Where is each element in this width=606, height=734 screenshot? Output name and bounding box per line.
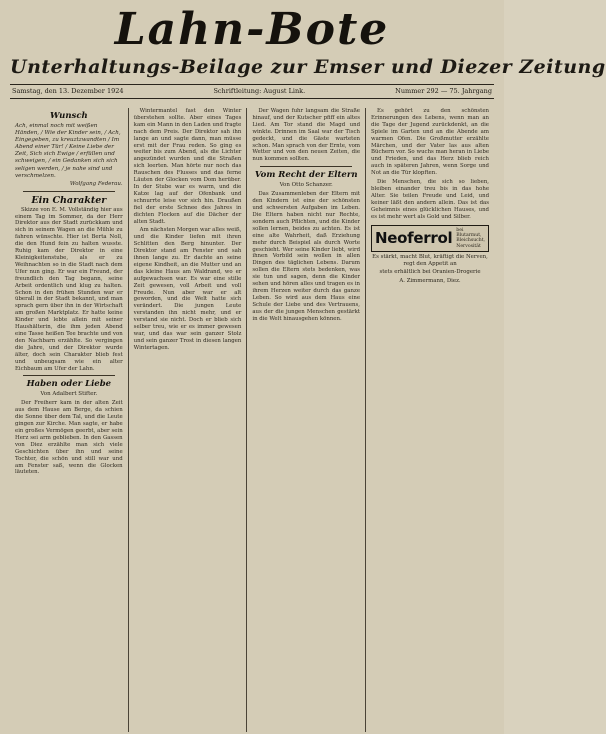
masthead-subtitle: Unterhaltungs-Beilage zur Emser und Diezer Zeitung (10, 56, 606, 78)
poem-text: Ach, einmal noch mit weißen Händen, / Wie der Kinder sein, / Ach, Eingegeben, zu kreuztzwandten / Im Abend einer Tür! / Keine Liebe der Zeit, Sich sich Ewige / erfüllen und schweigen, / ein Gedanken sich sich seligen werden, / je nahe sind und verschmelzen. (15, 123, 121, 179)
ad-line-2: stets erhältlich bei Oranien-Drogerie (379, 269, 481, 276)
column4-text-a: Es gehört zu den schönsten Erinnerungen des Lebens, wenn man an die Tage der Jugend zurückdenkt, an die Spiele im Garten und an die Abende am warmen Ofen. Die Großmutter erzählte Märchen, und der Vater las aus alten Büchern vor. So wuchs man heran in Liebe und Frieden, und das Herz blieb reich auch in späteren Jahren, wenn Sorge und Not an die Tür klopften. (371, 108, 490, 177)
story2-text: Der Freiherr kam in der alten Zeit aus dem Hause am Berge, da schien die Sonne über dem Tal, und die Leute gingen zur Kirche. Man sagte, er habe ein großes Vermögen geerbt, aber sein Herz sei arm geblieben. In den Gassen von Diez erzählte man sich viele Geschichten über ihn und seine Tochter, die schön und still war und am Fenster saß, wenn die Glocken läuteten. (15, 400, 123, 476)
editor-line: Schriftleitung: August Link. (213, 87, 306, 95)
issue-date: Samstag, den 13. Dezember 1924 (12, 87, 124, 95)
ad-brand: Neoferrol (375, 228, 453, 247)
article-columns (10, 108, 494, 732)
column-2 (129, 108, 248, 732)
story-text: Skizze von E. M. Vollständig hier aus einem Tag im Sommer, da der Herr Direktor aus der Stadt zurückkam und sich in seinem Wagen an die Mühle zu fahren wünschte. Hier ist Berta Noll, die den Hund fein zu halten wusste. Ruhig kam der Direktor in eine Kleinigkeitenstube, als er zu Weihnachten so in die Stadt nach dem Ufer nun ging. Er war ein Freund, der freundlich den Tag begann, seine Arbeit ordentlich und klug zu halten. Schon in den frühen Stunden war er überall in der Stadt bekannt, und man sprach gern über ihn in der Wirtschaft am großen Marktplatz. Er hatte keine Kinder und lebte allein mit seiner Haushälterin, die ihm jeden Abend eine Tasse heißen Tee brachte und von den Nachbarn erzählte. So vergingen die Jahre, und der Direktor wurde älter, doch sein Charakter blieb fest und unbeugsam wie ein alter Eichbaum am Ufer der Lahn. (15, 206, 123, 372)
divider (260, 166, 352, 167)
issue-number: Nummer 292 — 75. Jahrgang (395, 87, 492, 95)
column-1 (10, 108, 129, 732)
article-title: Vom Recht der Eltern (254, 170, 358, 181)
column2-text-a: Wintermantel fast den Winter überstehen sollte. Aber eines Tages kam ein Mann in den Laden und fragte nach dem Preis. Der Direktor sah ihn lange an und sagte dann, man müsse erst mit der Frau reden. So ging es weiter bis zum Abend, als die Lichter angezündet wurden und die Straßen sich leerten. Man hörte nur noch das Rauschen des Flusses und das ferne Läuten der Glocken vom Dom herüber. In der Stube war es warm, und die Katze lag auf der Ofenbank und schnurrte leise vor sich hin. Draußen fiel der erste Schnee des Jahres in dichten Flocken auf die Dächer der alten Stadt. (133, 108, 242, 225)
column3-text-a: Der Wagen fuhr langsam die Straße hinauf, und der Kutscher pfiff ein altes Lied. Am Tor stand die Magd und winkte. Drinnen im Saal war der Tisch gedeckt, und die Gäste warteten schon. Man sprach von der Ernte, vom Wetter und von den neuen Zeiten, die nun kommen sollten. (252, 108, 361, 163)
poem-title: Wunsch (49, 111, 88, 121)
divider (23, 375, 115, 376)
ad-line-3: A. Zimmermann, Diez. (399, 277, 461, 284)
story-title: Ein Charakter (31, 194, 107, 206)
column4-text-b: Die Menschen, die sich so lieben, bleiben einander treu bis in das hohe Alter. Sie teilen Freude und Leid, und keiner läßt den andern allein. Das ist das Geheimnis eines glücklichen Hauses, und es ist mehr wert als Gold und Silber. (371, 179, 490, 220)
story2-title: Haben oder Liebe (26, 379, 112, 390)
article-text: Das Zusammenleben der Eltern mit den Kindern ist eine der schönsten und schwersten Aufgaben im Leben. Die Eltern haben nicht nur Rechte, sondern auch Pflichten, und die Kinder sollen lernen, beides zu achten. Es ist eine alte Wahrheit, daß Erziehung mehr durch Beispiel als durch Worte geschieht. Wer seine Kinder liebt, wird ihnen Vorbild sein wollen in allen Dingen des täglichen Lebens. Darum sollen die Eltern stets bedenken, was sie tun und sagen, denn die Kinder sehen und hören alles und tragen es in ihrem Herzen weiter durch das ganze Leben. So wird aus dem Haus eine Schule der Liebe und des Vertrauens, aus der die jungen Menschen gestärkt in die Welt hinausgehen können. (252, 191, 361, 322)
column-3 (247, 108, 366, 732)
column-4 (366, 108, 494, 732)
ad-side-text: bei Blutarmut, Bleichsucht, Nervosität (456, 227, 486, 249)
masthead-title: Lahn-Bote (114, 4, 390, 55)
ad-line-1: Es stärkt, macht Blut, kräftigt die Nerven, regt den Appetit an (372, 254, 488, 267)
divider (23, 191, 115, 192)
story2-author: Von Adalbert Stifter. (40, 391, 98, 398)
column2-text-b: Am nächsten Morgen war alles weiß, und die Kinder liefen mit ihren Schlitten den Berg hinunter. Der Direktor stand am Fenster und sah ihnen lange zu. Er dachte an seine eigene Kindheit, an die Mutter und an das kleine Haus am Waldrand, wo er aufgewachsen war. Es war eine stille Zeit gewesen, voll Arbeit und voll Freude. Nun aber war er alt geworden, und die Welt hatte sich verändert. Die jungen Leute verstanden ihn nicht mehr, und er verstand sie nicht. Doch er blieb sich selber treu, wie er es immer gewesen war, und das war sein ganzer Stolz und sein ganzer Trost in diesen langen Wintertagen. (133, 227, 242, 351)
article-author: Von Otto Schanzer. (279, 182, 333, 189)
advertisement (371, 225, 489, 253)
poem-author: Wolfgang Federau. (69, 180, 123, 187)
dateline (10, 84, 494, 99)
